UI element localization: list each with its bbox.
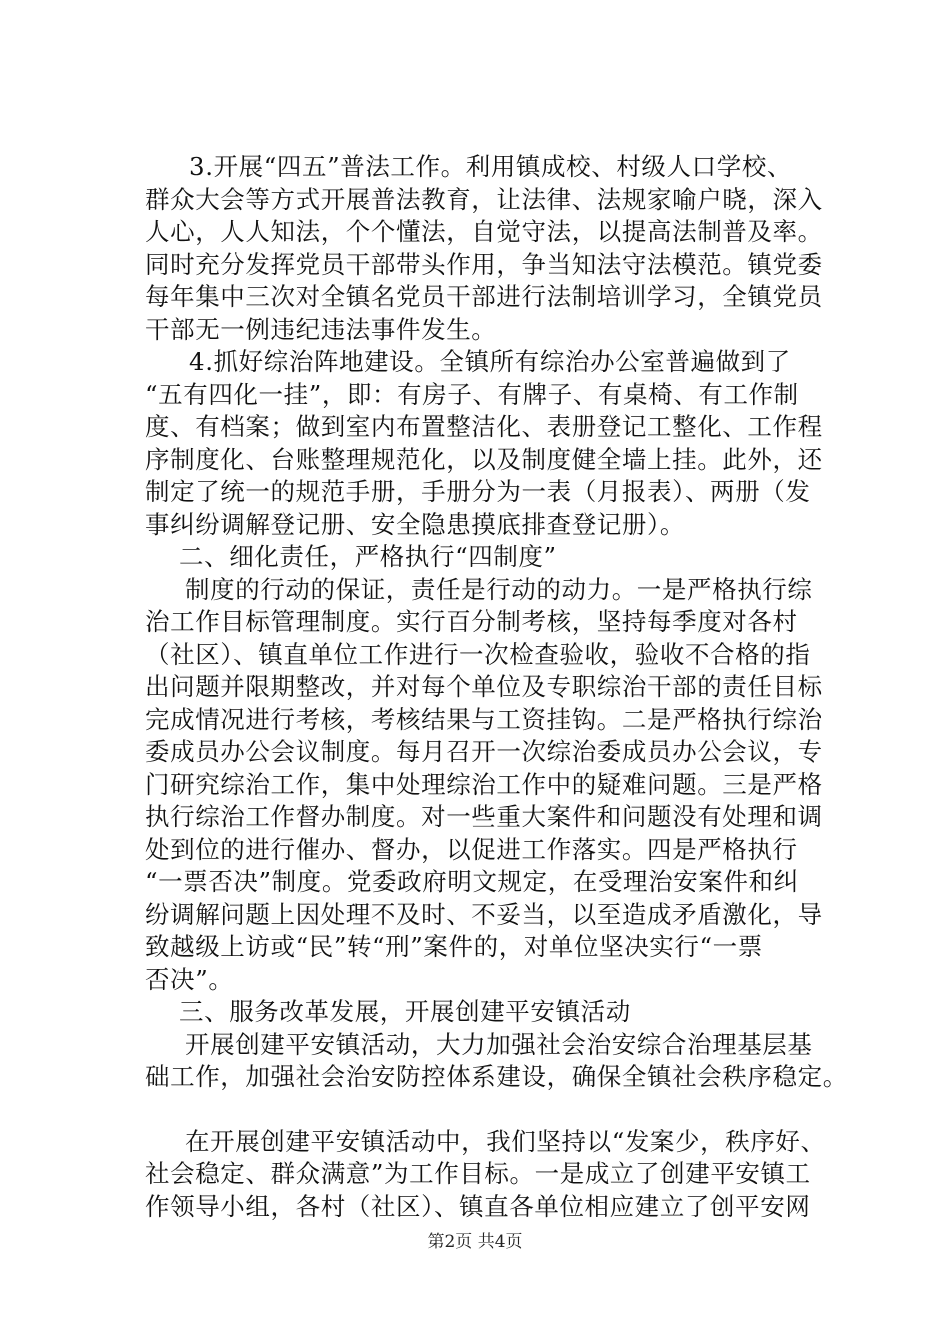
text-line: 处到位的进行催办、督办，以促进工作落实。四是严格执行 [145, 834, 798, 864]
paragraph-pingan [145, 1029, 860, 1094]
text-line: 门研究综治工作，集中处理综治工作中的疑难问题。三是严格 [145, 769, 823, 799]
text-line: 出问题并限期整改，并对每个单位及专职综治干部的责任目标 [145, 672, 823, 701]
text-line: 治工作目标管理制度。实行百分制考核，坚持每季度对各村 [145, 607, 798, 636]
paragraph-pufa [145, 151, 860, 346]
text-line: 制定了统一的规范手册，手册分为一表（月报表）、两册（发 [145, 477, 811, 506]
text-line: 3.开展“四五”普法工作。利用镇成校、村级人口学校、 [189, 152, 793, 181]
text-line: “一票否决”制度。党委政府明文规定，在受理治安案件和纠 [145, 867, 799, 896]
text-line: 群众大会等方式开展普法教育，让法律、法规家喻户晓，深入 [145, 184, 823, 214]
text-line: 础工作，加强社会治安防控体系建设，确保全镇社会秩序稳定。 [145, 1062, 848, 1091]
text-line: 制度的行动的保证，责任是行动的动力。一是严格执行综 [185, 574, 813, 604]
text-line: 每年集中三次对全镇名党员干部进行法制培训学习，全镇党员 [145, 282, 823, 311]
text-line: “五有四化一挂”，即：有房子、有牌子、有桌椅、有工作制 [145, 379, 799, 409]
text-line: 完成情况进行考核，考核结果与工资挂钩。二是严格执行综治 [145, 704, 823, 734]
text-line: 度、有档案；做到室内布置整洁化、表册登记工整化、工作程 [145, 412, 823, 441]
text-line: 4.抓好综治阵地建设。全镇所有综治办公室普遍做到了 [189, 347, 791, 376]
text-line: 在开展创建平安镇活动中，我们坚持以“发案少，秩序好、 [185, 1126, 826, 1156]
page-footer [0, 1231, 950, 1253]
page-number: 第2页 共4页 [427, 1232, 523, 1252]
section-heading-3 [145, 996, 860, 1029]
text-line: 作领导小组，各村（社区）、镇直各单位相应建立了创平安网 [145, 1191, 811, 1221]
text-line: （社区）、镇直单位工作进行一次检查验收，验收不合格的指 [145, 639, 811, 669]
text-line: 执行综治工作督办制度。对一些重大案件和问题没有处理和调 [145, 802, 823, 831]
text-line: 纷调解问题上因处理不及时、不妥当，以至造成矛盾激化，导 [145, 899, 823, 929]
text-line: 人心，人人知法，个个懂法，自觉守法，以提高法制普及率。 [145, 217, 823, 246]
text-line: 同时充分发挥党员干部带头作用，争当知法守法模范。镇党委 [145, 249, 823, 279]
paragraph-zhenzhi [145, 346, 860, 541]
text-line: 开展创建平安镇活动，大力加强社会治安综合治理基层基 [185, 1029, 813, 1059]
paragraph-gap [145, 1094, 860, 1126]
text-line: 事纠纷调解登记册、安全隐患摸底排查登记册）。 [145, 509, 685, 539]
text-line: 社会稳定、群众满意”为工作目标。一是成立了创建平安镇工 [145, 1159, 811, 1188]
text-line: 委成员办公会议制度。每月召开一次综治委成员办公会议，专 [145, 737, 823, 766]
body-text [145, 151, 860, 1223]
paragraph-zhidu [145, 574, 860, 997]
paragraph-mubiao [145, 1126, 860, 1224]
text-line: 干部无一例违纪违法事件发生。 [145, 314, 497, 344]
section-heading-2 [145, 541, 860, 574]
section-heading: 二、细化责任，严格执行“四制度” [179, 542, 557, 571]
section-heading: 三、服务改革发展，开展创建平安镇活动 [179, 997, 631, 1026]
text-line: 否决”。 [145, 964, 234, 994]
text-line: 序制度化、台账整理规范化，以及制度健全墙上挂。此外，还 [145, 444, 823, 474]
text-line: 致越级上访或“民”转“刑”案件的，对单位坚决实行“一票 [145, 932, 763, 961]
